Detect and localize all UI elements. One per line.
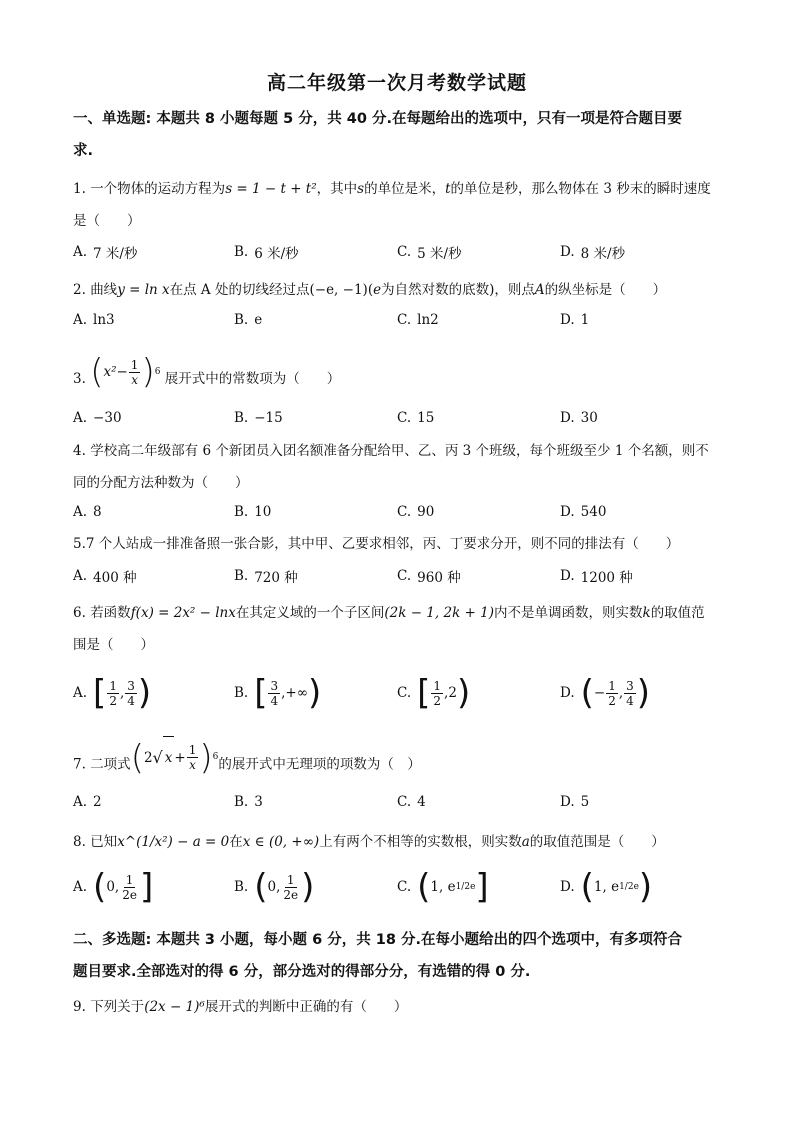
question-text: 展开式中的常数项为（ ） bbox=[164, 371, 341, 387]
option-label: B. bbox=[234, 568, 249, 584]
option-label: C. bbox=[397, 504, 412, 520]
left-bracket: ( bbox=[93, 867, 107, 907]
option-label: C. bbox=[397, 312, 412, 328]
fraction-numerator: 1 bbox=[188, 743, 197, 757]
option-c[interactable] bbox=[397, 566, 461, 586]
option-value: −30 bbox=[93, 410, 122, 426]
option-label: A. bbox=[73, 410, 88, 426]
fraction-denominator: 4 bbox=[270, 693, 279, 708]
math-variable: e bbox=[373, 282, 382, 298]
option-label: A. bbox=[73, 879, 88, 895]
math-interval: (2k − 1, 2k + 1) bbox=[384, 605, 494, 621]
math-fraction bbox=[187, 743, 199, 772]
option-d[interactable] bbox=[560, 242, 625, 262]
option-label: B. bbox=[234, 312, 249, 328]
option-a[interactable] bbox=[73, 312, 115, 328]
math-fraction bbox=[281, 873, 300, 902]
right-bracket: ) bbox=[301, 867, 315, 907]
fraction-denominator: 4 bbox=[626, 693, 634, 708]
option-label: A. bbox=[73, 685, 88, 701]
option-label: B. bbox=[234, 794, 249, 810]
math-variable: a bbox=[521, 834, 530, 850]
interval-body: 1, e bbox=[430, 879, 456, 895]
fraction-denominator: 2e bbox=[122, 887, 137, 902]
section-heading-single-choice bbox=[73, 103, 725, 167]
separator: ,+∞ bbox=[281, 685, 308, 701]
options-row bbox=[73, 673, 733, 718]
math-formula: f(x) = 2x² − lnx bbox=[130, 605, 236, 621]
question-9 bbox=[73, 991, 725, 1023]
option-d[interactable] bbox=[560, 867, 653, 907]
question-number: 3. bbox=[73, 371, 86, 387]
math-radicand: x bbox=[163, 736, 175, 779]
math-operator: − bbox=[116, 364, 128, 380]
math-variable: s bbox=[357, 181, 365, 197]
question-text: 是（ ） bbox=[73, 213, 141, 229]
question-text: 若函数 bbox=[90, 605, 131, 621]
fraction-numerator: 3 bbox=[127, 678, 135, 693]
option-a[interactable] bbox=[73, 410, 122, 426]
question-text: 的单位是米， bbox=[364, 181, 446, 197]
interval-start: 0, bbox=[267, 879, 281, 895]
option-c[interactable] bbox=[397, 794, 426, 810]
option-value: 7 米/秒 bbox=[93, 246, 138, 262]
option-a[interactable] bbox=[73, 867, 154, 907]
math-exponent: 1/2e bbox=[455, 882, 476, 892]
right-bracket: ) bbox=[307, 673, 322, 713]
left-bracket: [ bbox=[254, 673, 268, 713]
question-number: 4. bbox=[73, 443, 86, 459]
page-title: 高二年级第一次月考数学试题 bbox=[266, 72, 527, 94]
option-label: D. bbox=[560, 312, 575, 328]
option-b[interactable] bbox=[234, 410, 283, 426]
right-bracket: ] bbox=[475, 867, 489, 907]
interval-body: 1, e bbox=[593, 879, 620, 895]
option-label: C. bbox=[397, 568, 412, 584]
option-c[interactable] bbox=[397, 504, 434, 520]
option-label: D. bbox=[560, 879, 575, 895]
math-expression: ( 2 √ x + $\frac{1}{x}$ ) 6 bbox=[130, 737, 219, 778]
fraction-numerator: 1 bbox=[130, 357, 139, 372]
question-number: 7. bbox=[73, 756, 86, 773]
question-3 bbox=[73, 352, 725, 399]
math-formula: (2x − 1)⁶ bbox=[144, 999, 205, 1015]
option-a[interactable] bbox=[73, 566, 137, 586]
math-formula: y = ln x bbox=[117, 282, 170, 298]
question-text: 二项式 bbox=[90, 756, 131, 773]
fraction-numerator: 1 bbox=[109, 678, 117, 693]
option-value: e bbox=[254, 312, 263, 328]
option-label: D. bbox=[560, 504, 575, 520]
fraction-denominator: x bbox=[189, 758, 196, 772]
question-number: 9. bbox=[73, 999, 86, 1015]
math-exponent: 1/2e bbox=[619, 882, 639, 892]
option-value: 5 米/秒 bbox=[417, 246, 462, 262]
fraction-denominator: 4 bbox=[127, 693, 135, 708]
section-heading-line: 题目要求.全部选对的得 6 分，部分选对的得部分分，有选错的得 0 分. bbox=[73, 964, 531, 980]
question-text: 内不是单调函数，则实数 bbox=[494, 605, 643, 621]
option-a[interactable] bbox=[73, 673, 152, 713]
question-text: 的取值范围是（ ） bbox=[529, 834, 665, 850]
question-5 bbox=[73, 528, 725, 560]
math-fraction bbox=[431, 679, 443, 708]
question-text: 围是（ ） bbox=[73, 637, 154, 653]
option-a[interactable] bbox=[73, 794, 102, 810]
math-fraction bbox=[606, 679, 618, 708]
question-text: 的展开式中无理项的项数为（ ） bbox=[218, 756, 421, 773]
option-label: B. bbox=[234, 410, 249, 426]
right-bracket: ) bbox=[636, 673, 651, 713]
section-heading-line: 二、多选题: 本题共 3 小题，每小题 6 分，共 18 分.在每小题给出的四个选项中，有多项符合 bbox=[73, 932, 682, 948]
question-text: 为自然对数的底数)，则点 bbox=[381, 282, 535, 298]
option-b[interactable] bbox=[234, 867, 315, 907]
option-c[interactable] bbox=[397, 673, 471, 713]
fraction-numerator: 1 bbox=[608, 678, 616, 693]
option-d[interactable] bbox=[560, 410, 598, 426]
math-exponent: 6 bbox=[212, 752, 219, 762]
left-bracket: ( bbox=[580, 867, 594, 907]
math-coefficient: 2 bbox=[143, 749, 153, 766]
math-formula: x^(1/x²) − a = 0 bbox=[117, 834, 230, 850]
option-b[interactable] bbox=[234, 673, 322, 713]
options-row bbox=[73, 410, 733, 438]
question-text: 同的分配方法种数为（ ） bbox=[73, 475, 249, 491]
left-bracket: [ bbox=[93, 673, 107, 713]
option-value: 720 种 bbox=[254, 570, 298, 586]
math-fraction bbox=[624, 679, 636, 708]
question-number: 2. bbox=[73, 282, 86, 298]
question-number: 6. bbox=[73, 605, 86, 621]
question-number: 5. bbox=[73, 536, 86, 552]
question-text: 已知 bbox=[90, 834, 118, 850]
question-text: ，其中 bbox=[316, 181, 358, 197]
left-bracket: [ bbox=[417, 673, 431, 713]
option-label: D. bbox=[560, 685, 575, 701]
option-value: 4 bbox=[417, 794, 426, 810]
math-operator: + bbox=[174, 749, 186, 766]
math-fraction bbox=[120, 873, 139, 902]
option-value: 6 米/秒 bbox=[254, 246, 299, 262]
fraction-numerator: 3 bbox=[626, 678, 634, 693]
option-value: 5 bbox=[580, 794, 590, 810]
option-value: 540 bbox=[580, 504, 607, 520]
option-d[interactable] bbox=[560, 794, 589, 810]
fraction-denominator: 2 bbox=[433, 693, 442, 708]
option-label: B. bbox=[234, 685, 249, 701]
option-value: 10 bbox=[254, 504, 272, 520]
question-text: 的单位是秒，那么物体在 3 秒末的瞬时速度 bbox=[450, 181, 711, 197]
options-row bbox=[73, 794, 733, 822]
option-a[interactable] bbox=[73, 504, 102, 520]
math-expression: ( x² − $\frac{1}{x}$ ) 6 bbox=[90, 352, 161, 392]
fraction-denominator: 2e bbox=[283, 887, 299, 902]
option-value: 400 种 bbox=[93, 570, 137, 586]
right-bracket: ] bbox=[139, 867, 154, 907]
option-value: 3 bbox=[254, 794, 263, 810]
separator: , bbox=[618, 685, 624, 701]
option-d[interactable] bbox=[560, 312, 589, 328]
right-bracket: ) bbox=[137, 673, 152, 713]
option-label: C. bbox=[397, 244, 412, 260]
math-fraction bbox=[125, 679, 137, 708]
option-value: 30 bbox=[580, 410, 598, 426]
question-text: 在其定义域的一个子区间 bbox=[235, 605, 385, 621]
question-text: 在点 A 处的切线经过点 bbox=[169, 282, 310, 298]
math-fraction bbox=[268, 679, 280, 708]
option-label: A. bbox=[73, 504, 88, 520]
question-text: 展开式的判断中正确的有（ ） bbox=[204, 999, 408, 1015]
left-bracket: ( bbox=[254, 867, 268, 907]
separator: ,2 bbox=[444, 685, 457, 701]
option-value: −15 bbox=[254, 410, 283, 426]
fraction-numerator: 1 bbox=[286, 872, 295, 887]
option-a[interactable] bbox=[73, 242, 137, 262]
math-point: (−e, −1) bbox=[309, 282, 368, 298]
section-heading-line: 求. bbox=[73, 143, 94, 159]
question-2 bbox=[73, 274, 725, 306]
option-label: D. bbox=[560, 244, 575, 260]
option-value: 1 bbox=[580, 312, 590, 328]
option-d[interactable] bbox=[560, 673, 651, 713]
math-variable: k bbox=[642, 605, 651, 621]
option-b[interactable] bbox=[234, 566, 298, 586]
option-b[interactable] bbox=[234, 242, 299, 262]
option-b[interactable] bbox=[234, 504, 271, 520]
math-fraction bbox=[107, 679, 119, 708]
option-value: 1200 种 bbox=[580, 570, 633, 586]
right-bracket: ) bbox=[456, 673, 471, 713]
question-text: 学校高二年级部有 6 个新团员入团名额准备分配给甲、乙、丙 3 个班级，每个班级至少 1 个名额，则不 bbox=[90, 443, 709, 459]
option-label: D. bbox=[560, 410, 575, 426]
question-text: 一个物体的运动方程为 bbox=[90, 181, 226, 197]
option-value: 960 种 bbox=[417, 570, 461, 586]
option-label: C. bbox=[397, 685, 412, 701]
question-text: 上有两个不相等的实数根，则实数 bbox=[319, 834, 522, 850]
option-value: ln3 bbox=[93, 312, 115, 328]
options-row bbox=[73, 566, 733, 594]
fraction-denominator: 2 bbox=[109, 693, 117, 708]
option-value: 15 bbox=[417, 410, 435, 426]
option-label: C. bbox=[397, 879, 412, 895]
option-value: ln2 bbox=[417, 312, 439, 328]
question-text: 7 个人站成一排准备照一张合影，其中甲、乙要求相邻，丙、丁要求分开，则不同的排法有（ ） bbox=[85, 536, 680, 552]
fraction-numerator: 3 bbox=[270, 678, 279, 693]
section-heading-multiple-choice bbox=[73, 924, 725, 988]
options-row bbox=[73, 312, 733, 340]
option-label: A. bbox=[73, 244, 88, 260]
question-text: 的纵坐标是（ ） bbox=[544, 282, 667, 298]
question-7 bbox=[73, 736, 725, 786]
math-domain: x ∈ (0, +∞) bbox=[242, 834, 320, 850]
option-d[interactable] bbox=[560, 566, 633, 586]
option-c[interactable] bbox=[397, 312, 439, 328]
option-label: D. bbox=[560, 568, 575, 584]
option-label: A. bbox=[73, 568, 88, 584]
option-b[interactable] bbox=[234, 794, 263, 810]
question-text: 曲线 bbox=[90, 282, 118, 298]
question-6 bbox=[73, 597, 725, 661]
option-c[interactable] bbox=[397, 410, 434, 426]
math-variable: t bbox=[445, 181, 451, 197]
option-d[interactable] bbox=[560, 504, 606, 520]
question-text: 的取值范 bbox=[650, 605, 705, 621]
option-label: A. bbox=[73, 794, 88, 810]
question-4 bbox=[73, 435, 725, 499]
question-8 bbox=[73, 826, 725, 858]
option-value: 90 bbox=[417, 504, 435, 520]
options-row bbox=[73, 867, 733, 914]
option-value: 2 bbox=[93, 794, 102, 810]
option-b[interactable] bbox=[234, 312, 262, 328]
separator: , bbox=[119, 685, 125, 701]
options-row bbox=[73, 242, 733, 270]
math-formula: s = 1 − t + t² bbox=[225, 181, 317, 197]
option-label: B. bbox=[234, 504, 249, 520]
question-text: ( bbox=[367, 282, 374, 298]
question-1 bbox=[73, 173, 725, 237]
option-c[interactable] bbox=[397, 242, 462, 262]
option-label: A. bbox=[73, 312, 88, 328]
math-fraction bbox=[129, 358, 141, 387]
option-value: 8 bbox=[93, 504, 102, 520]
math-term: x² bbox=[103, 364, 117, 380]
fraction-numerator: 1 bbox=[125, 872, 134, 887]
fraction-denominator: 2 bbox=[608, 693, 616, 708]
question-text: 在 bbox=[229, 834, 243, 850]
section-heading-line: 一、单选题: 本题共 8 小题每题 5 分，共 40 分.在每题给出的选项中，只有一项是符合题目要 bbox=[73, 111, 682, 127]
fraction-denominator: x bbox=[131, 372, 138, 387]
question-number: 8. bbox=[73, 834, 86, 850]
option-c[interactable] bbox=[397, 867, 489, 907]
option-label: C. bbox=[397, 410, 412, 426]
minus-sign: − bbox=[593, 685, 606, 701]
right-bracket: ) bbox=[638, 867, 653, 907]
math-variable: A bbox=[534, 282, 545, 298]
interval-start: 0, bbox=[106, 879, 120, 895]
question-number: 1. bbox=[73, 181, 86, 197]
option-value: 8 米/秒 bbox=[580, 246, 626, 262]
left-bracket: ( bbox=[417, 867, 431, 907]
question-text: 下列关于 bbox=[90, 999, 145, 1015]
math-exponent: 6 bbox=[154, 367, 161, 377]
fraction-numerator: 1 bbox=[433, 678, 442, 693]
option-label: B. bbox=[234, 244, 249, 260]
option-label: B. bbox=[234, 879, 249, 895]
left-bracket: ( bbox=[580, 673, 594, 713]
option-label: D. bbox=[560, 794, 575, 810]
option-label: C. bbox=[397, 794, 412, 810]
